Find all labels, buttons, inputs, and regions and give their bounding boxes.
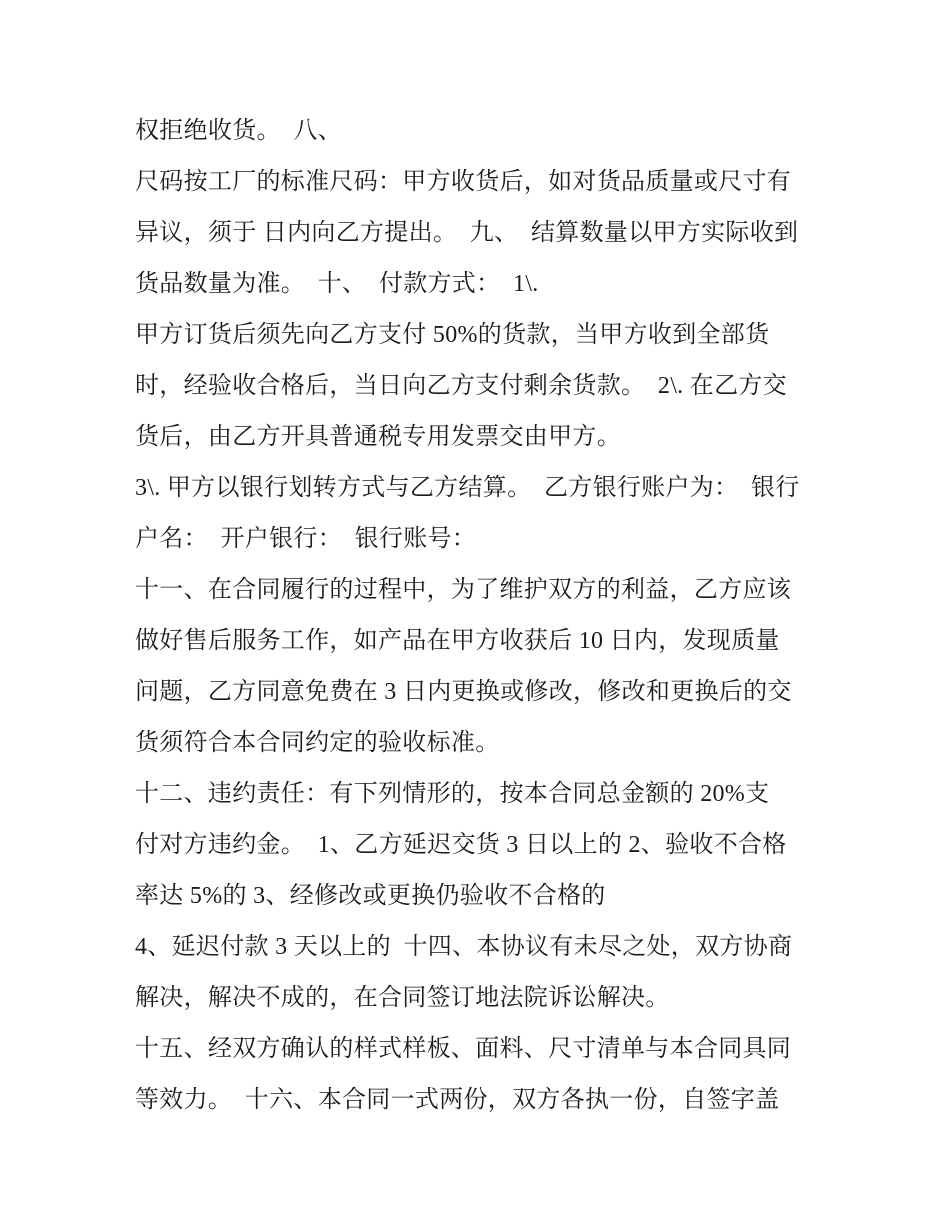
contract-text-block	[135, 106, 860, 1126]
text-line-15: 付对方违约金。 1、乙方延迟交货 3 日以上的 2、验收不合格	[135, 832, 787, 858]
text-line-7: 货后，由乙方开具普通税专用发票交由甲方。	[135, 424, 621, 450]
text-line-11: 做好售后服务工作，如产品在甲方收获后 10 日内，发现质量	[135, 628, 780, 654]
text-line-13: 货须符合本合同约定的验收标准。	[135, 730, 500, 756]
text-line-3: 异议，须于 日内向乙方提出。 九、 结算数量以甲方实际收到	[135, 220, 799, 246]
text-line-19: 十五、经双方确认的样式样板、面料、尺寸清单与本合同具同	[135, 1036, 792, 1062]
text-line-5: 甲方订货后须先向乙方支付 50%的货款，当甲方收到全部货	[135, 322, 770, 348]
text-line-12: 问题，乙方同意免费在 3 日内更换或修改，修改和更换后的交	[135, 679, 792, 705]
text-line-16: 率达 5%的 3、经修改或更换仍验收不合格的	[135, 883, 606, 909]
text-line-6: 时，经验收合格后，当日向乙方支付剩余货款。 2\. 在乙方交	[135, 373, 787, 399]
text-line-18: 解决，解决不成的，在合同签订地法院诉讼解决。	[135, 985, 670, 1011]
text-line-2: 尺码按工厂的标准尺码：甲方收货后，如对货品质量或尺寸有	[135, 169, 792, 195]
text-line-10: 十一、在合同履行的过程中，为了维护双方的利益，乙方应该	[135, 577, 792, 603]
text-line-8: 3\. 甲方以银行划转方式与乙方结算。 乙方银行账户为： 银行	[135, 475, 800, 501]
text-line-14: 十二、违约责任：有下列情形的，按本合同总金额的 20%支	[135, 781, 770, 807]
text-line-9: 户名： 开户银行： 银行账号：	[135, 526, 477, 552]
text-line-20: 等效力。 十六、本合同一式两份，双方各执一份，自签字盖	[135, 1087, 780, 1113]
text-line-4: 货品数量为准。 十、 付款方式： 1\.	[135, 271, 539, 297]
text-line-17: 4、延迟付款 3 天以上的 十四、本协议有未尽之处，双方协商	[135, 934, 793, 960]
text-line-1: 权拒绝收货。 八、	[135, 118, 342, 144]
